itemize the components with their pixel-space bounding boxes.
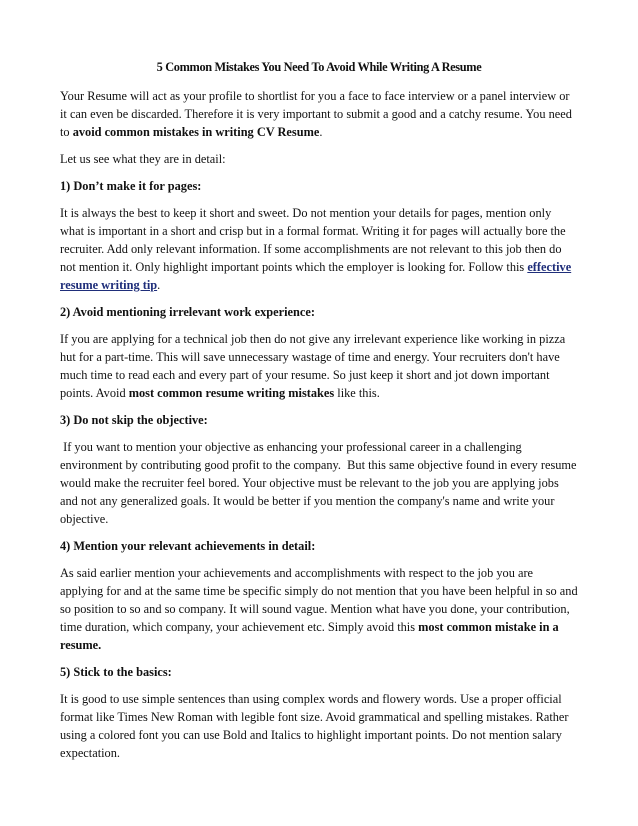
section-3-paragraph: If you want to mention your objective as enhancing your professional career in a challenging environment by contributing good profit to the company. But this same objective found in every resume would make the recruiter feel bored. Your objective must be relevant to the job you are applying jobs and not any generalized goals. It would be better if you mention the company's name and write your objective. — [60, 440, 580, 526]
section-1-paragraph — [60, 204, 578, 294]
section-1-end: . — [157, 278, 161, 292]
section-2-paragraph — [60, 330, 578, 402]
lead-paragraph: Let us see what they are in detail: — [60, 152, 226, 166]
section-4-heading: 4) Mention your relevant achievements in detail: — [60, 539, 316, 553]
intro-end: . — [319, 125, 323, 139]
section-5-paragraph: It is good to use simple sentences than using complex words and flowery words. Use a proper official format like Times New Roman with legible font size. Avoid grammatical and spelling mistakes. Rather using a colored font you can use Bold and Italics to highlight important points. Do not mention salary expectation. — [60, 692, 569, 760]
section-2-bold: most common resume writing mistakes — [128, 386, 335, 400]
section-3-heading: 3) Do not skip the objective: — [60, 413, 208, 427]
section-4-paragraph — [60, 564, 578, 654]
intro-paragraph — [60, 87, 578, 141]
intro-text: Your Resume will act as your profile to shortlist for you a face to face interview or a panel interview or it can even be discarded. Therefore it is very important to submit a good and a catchy resume. You need to — [60, 89, 572, 139]
section-2-text: If you are applying for a technical job then do not give any irrelevant experience like working in pizza hut for a part-time. This will save unnecessary wastage of time and energy. Your recruiters don't have much time to read each and every part of your resume. So just keep it short and jot down important points. Avoid — [60, 332, 566, 400]
intro-bold: avoid common mistakes in writing CV Resume — [72, 125, 320, 139]
section-2-heading: 2) Avoid mentioning irrelevant work experience: — [60, 305, 315, 319]
section-4-text: As said earlier mention your achievements and accomplishments with respect to the job you are applying for and at the same time be specific simply do not mention that you have been helpful in so and so position to so and so company. It will sound vague. Mention what have you done, your contribution, time duration, which company, your achievement etc. Simply avoid this — [60, 566, 578, 634]
resume-tip-link[interactable]: effective resume writing tip — [60, 260, 572, 292]
section-2-end: like this. — [334, 386, 380, 400]
document-title: 5 Common Mistakes You Need To Avoid While Writing A Resume — [156, 60, 482, 74]
section-1-heading: 1) Don’t make it for pages: — [60, 179, 202, 193]
section-4-bold: most common mistake in a resume. — [60, 620, 559, 652]
section-1-text: It is always the best to keep it short and sweet. Do not mention your details for pages, mention only what is important in a short and crisp but in a formal format. Writing it for pages will actually bore the recruiter. Add only relevant information. If some accomplishments are not relevant to this job then do not mention it. Only highlight important points which the employer is looking for. Follow this — [60, 206, 566, 274]
section-5-heading: 5) Stick to the basics: — [60, 665, 172, 679]
